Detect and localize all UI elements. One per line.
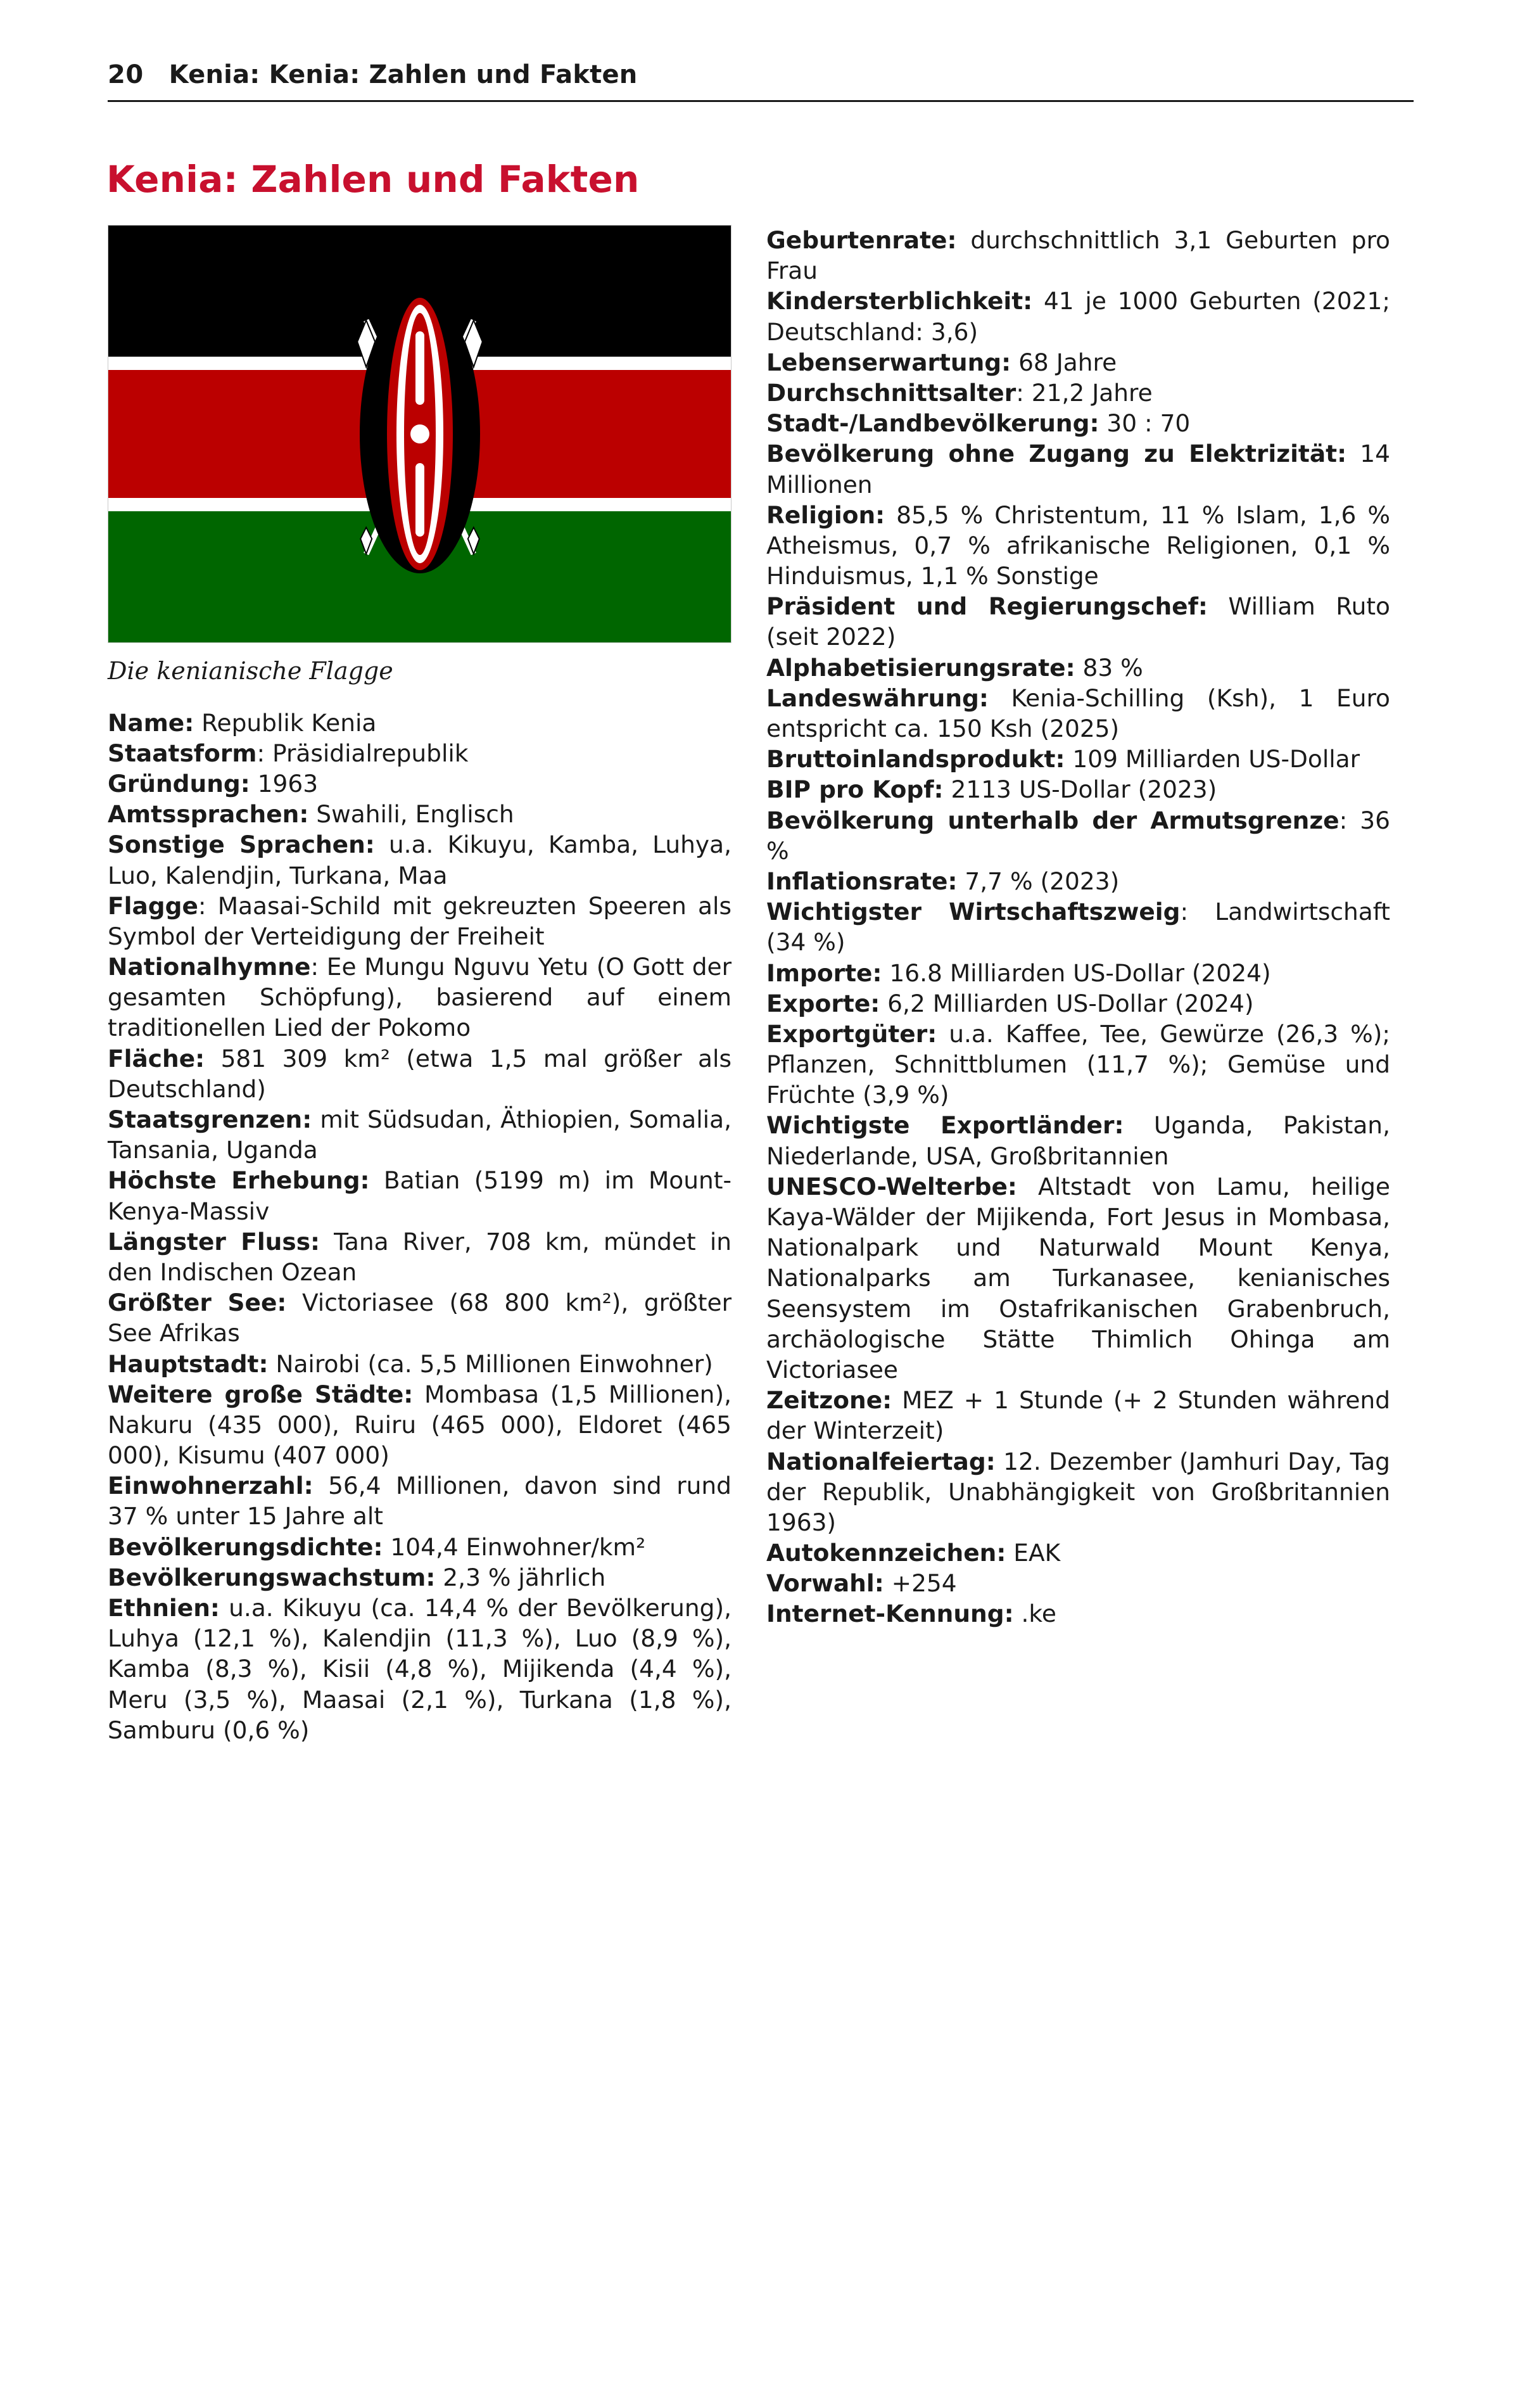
fact-item — [108, 1043, 732, 1104]
fact-value: 1963 — [250, 769, 319, 798]
fact-label: Einwohnerzahl: — [108, 1472, 314, 1500]
running-head — [108, 60, 1412, 89]
fact-value: Tana River, 708 km, mündet in den Indischen Ozean — [108, 1227, 732, 1286]
fact-label: Vorwahl: — [766, 1569, 884, 1598]
fact-label: UNESCO-Welterbe: — [766, 1172, 1017, 1201]
fact-label: Sonstige Sprachen: — [108, 831, 375, 859]
fact-label: Staatsform — [108, 739, 257, 767]
fact-value: EAK — [1006, 1539, 1061, 1567]
fact-value: William Ruto (seit 2022) — [766, 592, 1390, 651]
fact-item — [766, 744, 1390, 774]
fact-label: Bevölkerung ohne Zugang zu Elektrizität: — [766, 440, 1347, 468]
fact-label: Internet-Kennung: — [766, 1600, 1014, 1628]
fact-item — [766, 591, 1390, 652]
fact-item — [108, 799, 732, 829]
fact-item — [108, 1165, 732, 1226]
fact-label: Lebenserwartung: — [766, 348, 1011, 376]
fact-value: 109 Milliarden US-Dollar — [1065, 745, 1360, 774]
fact-label: Gründung: — [108, 769, 250, 798]
fact-item — [766, 805, 1390, 866]
fact-value: Swahili, Englisch — [308, 800, 514, 829]
fact-item — [108, 768, 732, 799]
fact-item — [108, 1379, 732, 1471]
fact-item — [108, 708, 732, 738]
fact-value: u.a. Kikuyu (ca. 14,4 % der Bevölkerung), Luhya (12,1 %), Kalendjin (11,3 %), Luo (8,9 %), Kamba (8,3 %), Kisii (4,8 %), Mijikenda (4,4 %), Meru (3,5 %), Maasai (2,1 %), Turkana (1,8 %), Samburu (0,6 %) — [108, 1594, 732, 1744]
fact-item — [108, 1349, 732, 1379]
fact-item — [108, 891, 732, 952]
fact-value: +254 — [884, 1569, 957, 1598]
fact-item — [108, 1593, 732, 1745]
fact-label: Exportgüter: — [766, 1019, 937, 1048]
fact-label: Weitere große Städte: — [108, 1380, 414, 1408]
fact-value: Republik Kenia — [194, 708, 377, 737]
fact-label: Geburtenrate: — [766, 226, 957, 254]
fact-label: Höchste Erhebung: — [108, 1166, 370, 1195]
fact-value: 581 309 km² (etwa 1,5 mal größer als Deutschland) — [108, 1044, 732, 1103]
running-head-title: Kenia: Kenia: Zahlen und Fakten — [168, 60, 638, 89]
fact-value: Nairobi (ca. 5,5 Millionen Einwohner) — [268, 1349, 713, 1378]
fact-value: u.a. Kikuyu, Kamba, Luhya, Luo, Kalendjin, Turkana, Maa — [108, 831, 732, 889]
fact-item — [766, 378, 1390, 408]
fact-item — [766, 958, 1390, 988]
fact-label: Religion: — [766, 500, 885, 529]
fact-label: Fläche: — [108, 1044, 205, 1073]
fact-item — [766, 988, 1390, 1019]
fact-label: Hauptstadt: — [108, 1349, 269, 1378]
facts-list-right — [766, 225, 1390, 1629]
fact-item — [108, 738, 732, 768]
fact-label: Nationalhymne — [108, 953, 311, 981]
fact-value: 85,5 % Christentum, 11 % Islam, 1,6 % Atheismus, 0,7 % afrikanische Religionen, 0,1 % Hinduismus, 1,1 % Sonstige — [766, 500, 1390, 590]
fact-value: .ke — [1013, 1600, 1056, 1628]
fact-label: Präsident und Regierungschef: — [766, 592, 1208, 621]
fact-value: Altstadt von Lamu, heilige Kaya-Wälder der Mijikenda, Fort Jesus in Mombasa, Nationalpark und Naturwald Mount Kenya, Nationalparks am Turkanasee, kenianisches Seensystem im Ostafrikanischen Grabenbruch, archäologische Stätte Thimlich Ohinga am Victoriasee — [766, 1172, 1390, 1384]
fact-value: Victoriasee (68 800 km²), größter See Afrikas — [108, 1289, 732, 1347]
facts-list-left — [108, 708, 732, 1745]
fact-value: durchschnittlich 3,1 Geburten pro Frau — [766, 226, 1390, 285]
fact-label: Größter See: — [108, 1289, 287, 1317]
fact-item — [766, 500, 1390, 592]
fact-item — [108, 1104, 732, 1165]
fact-label: Amtssprachen: — [108, 800, 309, 829]
fact-label: Bruttoinlandsprodukt: — [766, 745, 1065, 774]
fact-value: : Präsidialrepublik — [256, 739, 469, 767]
fact-value: Kenia-Schilling (Ksh), 1 Euro entspricht ca. 150 Ksh (2025) — [766, 684, 1390, 742]
fact-value: 104,4 Einwohner/km² — [383, 1532, 646, 1561]
flag-of-kenya-image — [108, 225, 732, 643]
fact-label: Wichtigste Exportländer: — [766, 1111, 1124, 1140]
fact-value: : 21,2 Jahre — [1016, 378, 1153, 407]
flag-figure — [108, 225, 732, 686]
fact-label: Stadt-/Landbevölkerung: — [766, 409, 1099, 438]
fact-value: Mombasa (1,5 Millionen), Nakuru (435 000), Ruiru (465 000), Eldoret (465 000), Kisumu (407 000) — [108, 1380, 732, 1470]
fact-label: Kindersterblichkeit: — [766, 287, 1033, 315]
fact-value: Batian (5199 m) im Mount-Kenya-Massiv — [108, 1166, 732, 1225]
fact-item — [766, 653, 1390, 683]
fact-label: BIP pro Kopf: — [766, 775, 944, 804]
fact-item — [766, 408, 1390, 438]
fact-value: MEZ + 1 Stunde (+ 2 Stunden während der Winterzeit) — [766, 1386, 1390, 1445]
fact-item — [108, 1226, 732, 1287]
fact-item — [766, 683, 1390, 744]
flag-caption: Die kenianische Flagge — [108, 657, 393, 685]
fact-value: 2113 US-Dollar (2023) — [943, 775, 1217, 804]
fact-label: Flagge — [108, 891, 198, 920]
fact-label: Name: — [108, 708, 194, 737]
fact-value: 16.8 Milliarden US-Dollar (2024) — [882, 959, 1271, 987]
fact-label: Alphabetisierungsrate: — [766, 653, 1075, 682]
fact-item — [108, 829, 732, 890]
left-column — [108, 225, 732, 1745]
fact-item — [766, 1568, 1390, 1598]
fact-label: Importe: — [766, 959, 882, 987]
fact-item — [766, 1019, 1390, 1111]
fact-value: : Landwirtschaft (34 %) — [766, 898, 1390, 957]
fact-value: 12. Dezember (Jamhuri Day, Tag der Republik, Unabhängigkeit von Großbritannien 1963) — [766, 1447, 1390, 1536]
fact-item — [766, 1385, 1390, 1446]
fact-item — [108, 1287, 732, 1348]
fact-label: Wichtigster Wirtschaftszweig — [766, 898, 1181, 926]
fact-item — [766, 347, 1390, 378]
fact-value: Uganda, Pakistan, Niederlande, USA, Großbritannien — [766, 1111, 1390, 1170]
fact-item — [108, 952, 732, 1043]
fact-value: mit Südsudan, Äthiopien, Somalia, Tansania, Uganda — [108, 1105, 732, 1164]
fact-item — [766, 1171, 1390, 1385]
fact-value: 41 je 1000 Geburten (2021; Deutschland: 3,6) — [766, 287, 1390, 346]
fact-value: : Ee Mungu Nguvu Yetu (O Gott der gesamten Schöpfung), basierend auf einem traditionellen Lied der Pokomo — [108, 953, 732, 1042]
fact-label: Bevölkerungsdichte: — [108, 1532, 383, 1561]
fact-value: : 36 % — [766, 806, 1390, 865]
fact-label: Ethnien: — [108, 1594, 220, 1622]
fact-value: 2,3 % jährlich — [435, 1563, 606, 1591]
fact-label: Exporte: — [766, 989, 880, 1017]
fact-label: Zeitzone: — [766, 1386, 892, 1415]
right-column — [766, 225, 1390, 1629]
fact-item — [108, 1532, 732, 1562]
fact-label: Inflationsrate: — [766, 867, 958, 895]
fact-value: 68 Jahre — [1011, 348, 1117, 376]
fact-item — [766, 1598, 1390, 1629]
page-number: 20 — [108, 60, 144, 89]
fact-label: Bevölkerungswachstum: — [108, 1563, 436, 1591]
fact-item — [766, 438, 1390, 499]
fact-item — [766, 866, 1390, 896]
fact-label: Nationalfeiertag: — [766, 1447, 996, 1475]
fact-item — [108, 1470, 732, 1531]
fact-value: u.a. Kaffee, Tee, Gewürze (26,3 %); Pflanzen, Schnittblumen (11,7 %); Gemüse und Früchte (3,9 %) — [766, 1019, 1390, 1109]
fact-value: 56,4 Millionen, davon sind rund 37 % unter 15 Jahre alt — [108, 1472, 732, 1531]
fact-label: Längster Fluss: — [108, 1227, 320, 1256]
fact-label: Landeswährung: — [766, 684, 989, 712]
fact-item — [766, 225, 1390, 286]
fact-label: Staatsgrenzen: — [108, 1105, 312, 1134]
fact-value: 30 : 70 — [1099, 409, 1191, 438]
fact-value: 83 % — [1075, 653, 1143, 682]
fact-item — [766, 1538, 1390, 1568]
fact-item — [766, 286, 1390, 347]
fact-value: : Maasai-Schild mit gekreuzten Speeren als Symbol der Verteidigung der Freiheit — [108, 891, 732, 950]
fact-item — [108, 1562, 732, 1593]
maasai-shield-icon — [360, 295, 480, 573]
fact-label: Bevölkerung unterhalb der Armutsgrenze — [766, 806, 1340, 834]
fact-item — [766, 896, 1390, 957]
header-divider — [108, 100, 1414, 102]
fact-value: 6,2 Milliarden US-Dollar (2024) — [880, 989, 1254, 1017]
fact-label: Durchschnittsalter — [766, 378, 1016, 407]
fact-label: Autokennzeichen: — [766, 1539, 1006, 1567]
fact-item — [766, 1110, 1390, 1171]
page-title: Kenia: Zahlen und Fakten — [106, 157, 640, 201]
fact-value: 14 Millionen — [766, 440, 1390, 499]
fact-item — [766, 774, 1390, 805]
fact-value: 7,7 % (2023) — [957, 867, 1120, 895]
fact-item — [766, 1446, 1390, 1538]
